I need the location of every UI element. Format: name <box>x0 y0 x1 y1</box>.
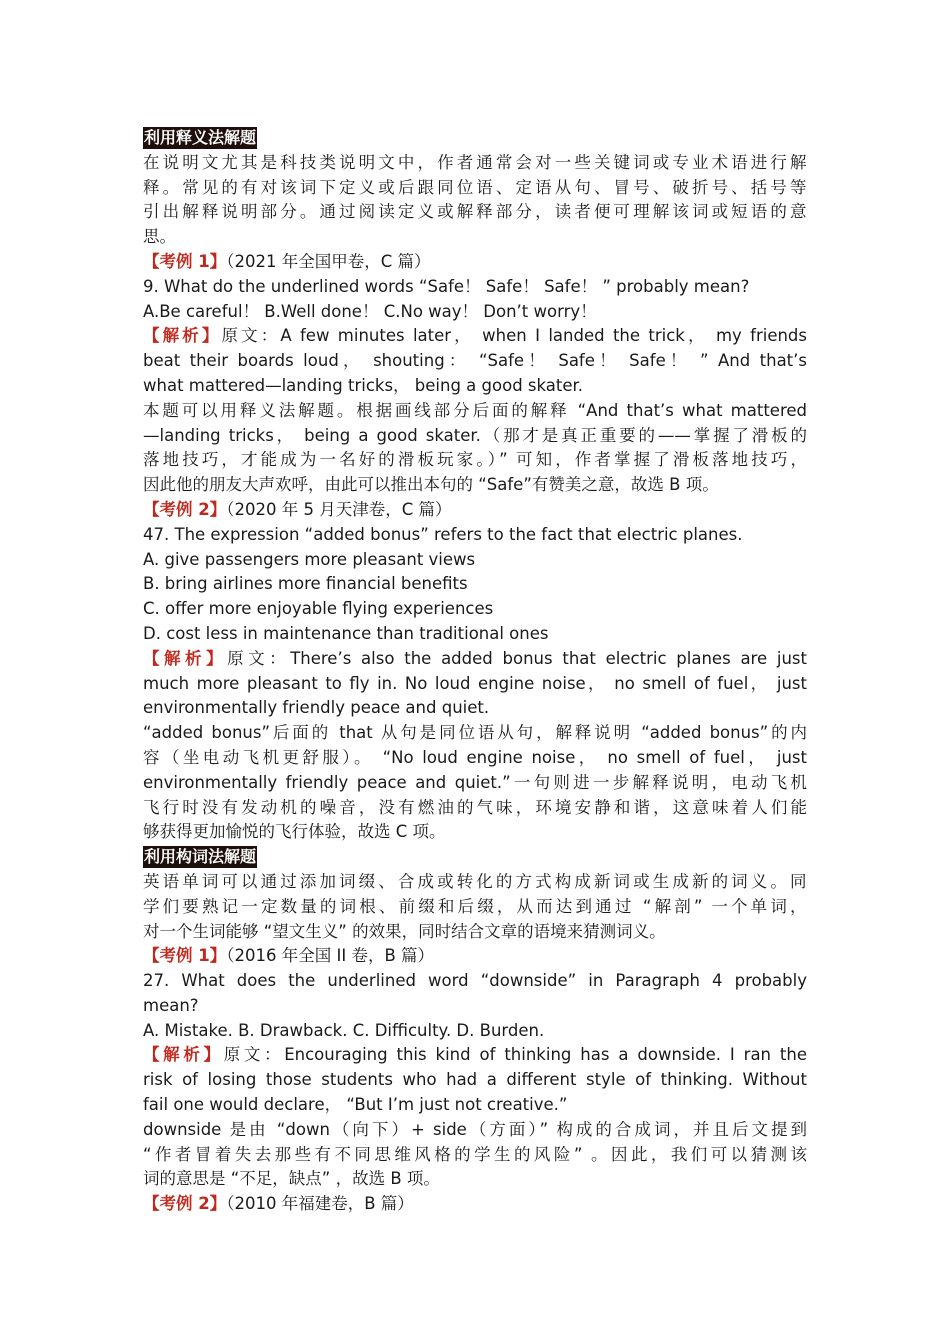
section-heading-row <box>143 845 807 870</box>
example-tag: 【考例 2】 <box>143 1194 227 1214</box>
example-tag: 【考例 1】 <box>143 946 227 966</box>
explanation-line: 落地技巧，才能成为一名好的滑板玩家。）” 可知，作者掌握了滑板落地技巧， <box>143 450 807 470</box>
explanation-line: 飞行时没有发动机的噪音，没有燃油的气味，环境安静和谐，这意味着人们能 <box>143 797 807 817</box>
explanation-line: 本题可以用释义法解题。根据画线部分后面的解释 “And that’s what mattered <box>143 400 807 420</box>
explanation-line: environmentally friendly peace and quiet.”一句则进一步解释说明，电动飞机 <box>143 772 807 792</box>
analysis-line: what mattered—landing tricks， being a good skater. <box>143 375 584 395</box>
explanation-line: 词的意思是 “不足，缺点” ，故选 B 项。 <box>143 1169 440 1189</box>
option-line: A. Mistake. B. Drawback. C. Difficulty. D. Burden. <box>143 1020 545 1040</box>
option-line: C. offer more enjoyable flying experiences <box>143 599 494 619</box>
question-line: mean? <box>143 995 199 1015</box>
explanation-line: 因此他的朋友大声欢呼，由此可以推出本句的 “Safe”有赞美之意，故选 B 项。 <box>143 475 719 495</box>
question-line: 9. What do the underlined words “Safe！ Safe！ Safe！ ” probably mean? <box>143 276 750 296</box>
intro-line: 对一个生词能够 “望文生义” 的效果，同时结合文章的语境来猜测词义。 <box>143 921 666 941</box>
analysis-line: risk of losing those students who had a different style of thinking. Without <box>143 1070 807 1090</box>
analysis-line: beat their boards loud， shouting： “Safe！ Safe！ Safe！ ” And that’s <box>143 351 807 371</box>
intro-line: 释。常见的有对该词下定义或后跟同位语、定语从句、冒号、破折号、括号等 <box>143 177 807 197</box>
analysis-line: fail one would declare， “But I’m just not creative.” <box>143 1095 568 1115</box>
analysis-tag: 【解析】 <box>143 648 228 668</box>
analysis-tag: 【解析】 <box>143 1045 224 1065</box>
example-header <box>143 944 807 969</box>
example-tag: 【考例 2】 <box>143 499 227 519</box>
intro-line: 引出解释说明部分。通过阅读定义或解释部分，读者便可理解该词或短语的意 <box>143 202 807 222</box>
intro-line: 在说明文尤其是科技类说明文中，作者通常会对一些关键词或专业术语进行解 <box>143 152 807 172</box>
analysis-line: much more pleasant to fly in. No loud engine noise， no smell of fuel， just <box>143 673 807 693</box>
intro-line: 英语单词可以通过添加词缀、合成或转化的方式构成新词或生成新的词义。同 <box>143 871 807 891</box>
analysis-tag: 【解析】 <box>143 326 222 346</box>
option-line: A. give passengers more pleasant views <box>143 549 476 569</box>
option-line: B. bring airlines more financial benefits <box>143 574 468 594</box>
analysis-line <box>143 1043 807 1068</box>
intro-line: 学们要熟记一定数量的词根、前缀和后缀，从而达到通过 “解剖” 一个单词， <box>143 896 807 916</box>
option-line: D. cost less in maintenance than traditional ones <box>143 623 549 643</box>
explanation-line: 够获得更加愉悦的飞行体验，故选 C 项。 <box>143 822 446 842</box>
example-source: （2021 年全国甲卷，C 篇） <box>226 251 431 271</box>
analysis-line: environmentally friendly peace and quiet. <box>143 698 490 718</box>
option-line: A.Be careful！ B.Well done！ C.No way！ Don’t worry！ <box>143 301 597 321</box>
example-header <box>143 250 807 275</box>
analysis-line <box>143 647 807 672</box>
section-heading-row <box>143 126 807 151</box>
example-source: （2010 年福建卷，B 篇） <box>226 1194 414 1214</box>
explanation-line: —landing tricks， being a good skater.（那才是真正重要的——掌握了滑板的 <box>143 425 807 445</box>
example-header <box>143 498 807 523</box>
example-source: （2016 年全国 II 卷，B 篇） <box>226 946 435 966</box>
analysis-text: 原文：Encouraging this kind of thinking has a downside. I ran the <box>223 1045 807 1065</box>
example-source: （2020 年 5 月天津卷，C 篇） <box>226 499 452 519</box>
analysis-text: 原文：There’s also the added bonus that electric planes are just <box>227 648 807 668</box>
question-line: 27. What does the underlined word “downside” in Paragraph 4 probably <box>143 971 807 991</box>
intro-line: 思。 <box>143 227 176 247</box>
explanation-line: “作者冒着失去那些有不同思维风格的学生的风险” 。因此，我们可以猜测该 <box>143 1144 807 1164</box>
example-tag: 【考例 1】 <box>143 251 227 271</box>
document-page <box>143 126 807 1217</box>
analysis-line <box>143 324 807 349</box>
explanation-line: downside 是由 “down（向下）+ side（方面）” 构成的合成词，并且后文提到 <box>143 1119 807 1139</box>
analysis-text: 原文：A few minutes later， when I landed the trick， my friends <box>221 326 807 346</box>
section-heading: 利用释义法解题 <box>144 128 257 147</box>
explanation-line: “added bonus”后面的 that 从句是同位语从句，解释说明 “added bonus”的内 <box>143 723 807 743</box>
question-line: 47. The expression “added bonus” refers to the fact that electric planes. <box>143 524 743 544</box>
section-heading: 利用构词法解题 <box>144 847 257 867</box>
explanation-line: 容（坐电动飞机更舒服）。 “No loud engine noise， no smell of fuel， just <box>143 747 807 767</box>
example-header <box>143 1192 807 1217</box>
